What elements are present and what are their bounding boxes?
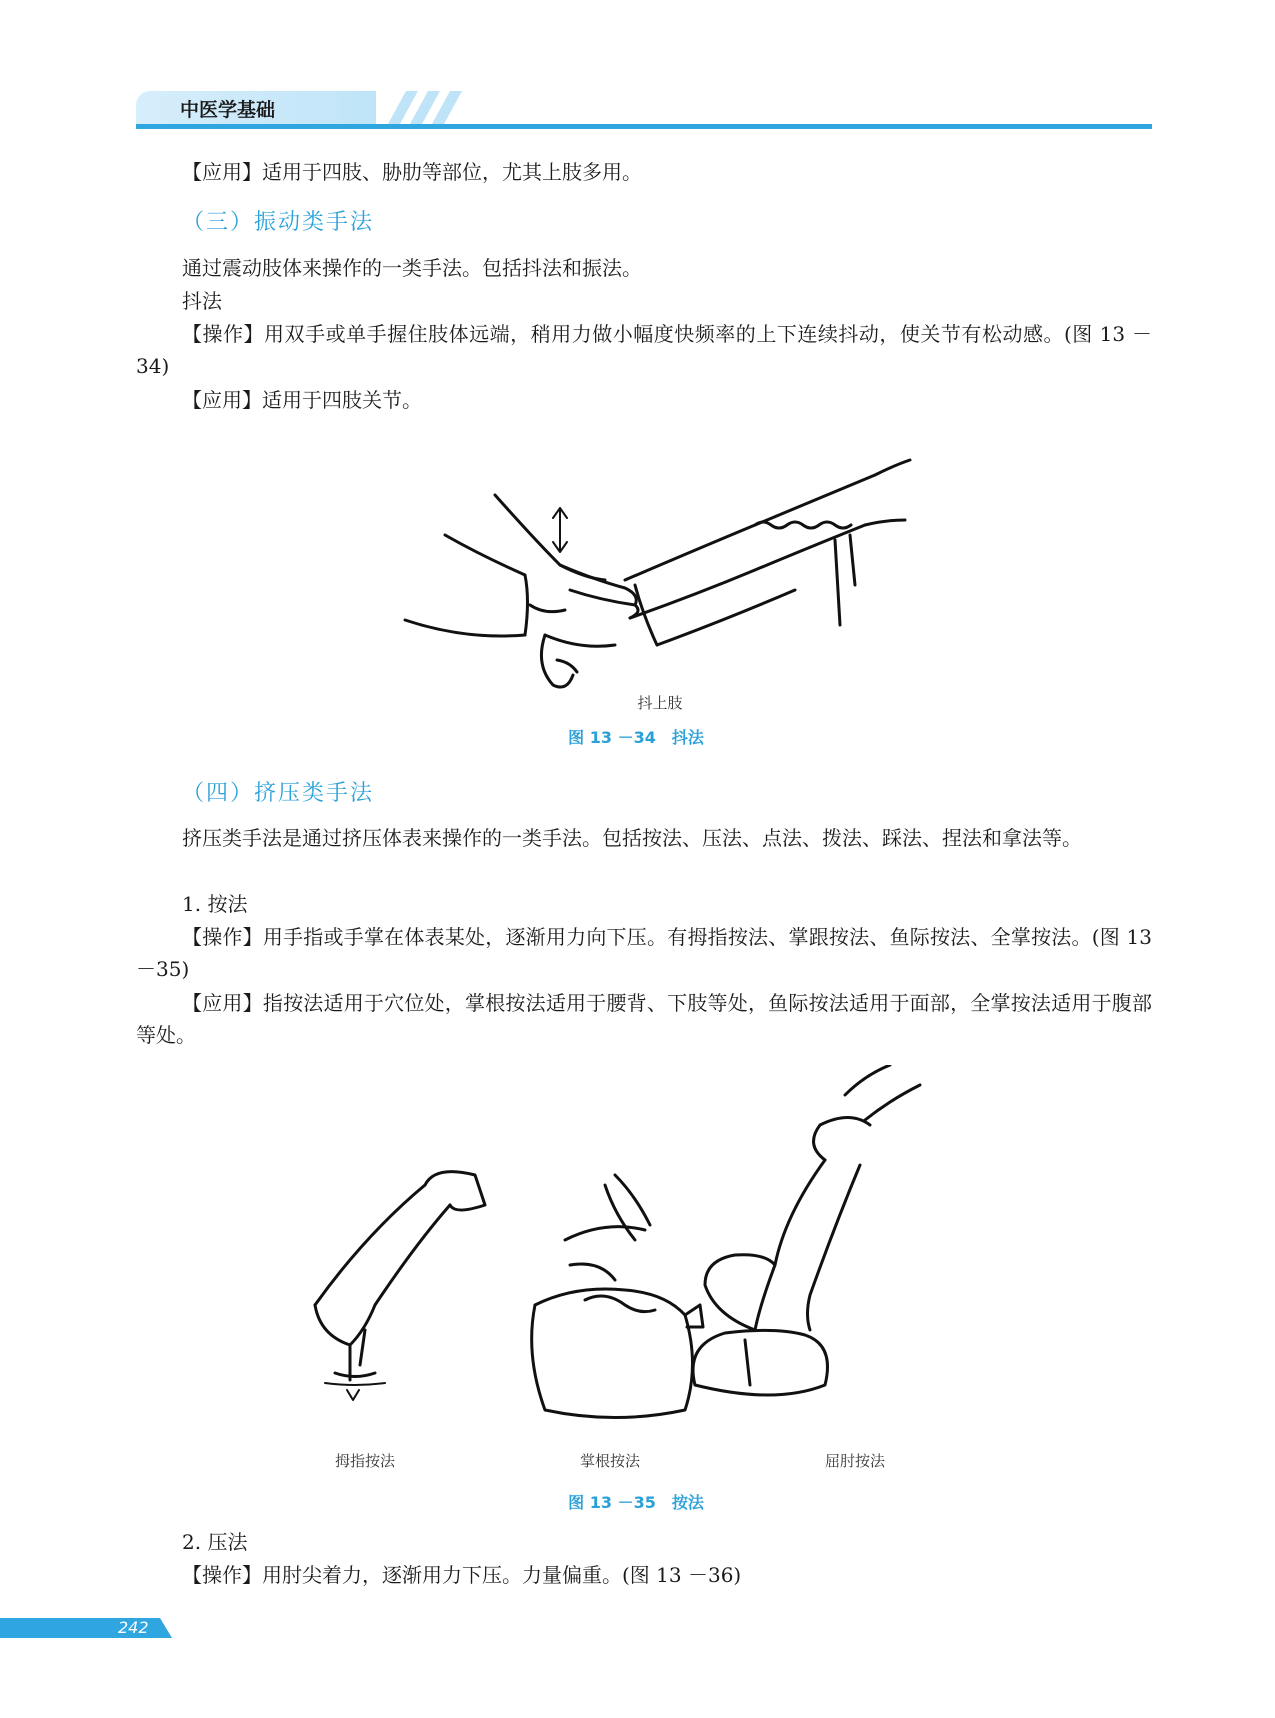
running-header [136, 91, 1152, 129]
paragraph-press-application: 【应用】指按法适用于穴位处，掌根按法适用于腰背、下肢等处，鱼际按法适用于面部，全掌按法适用于腹部等处。 [136, 991, 1152, 1047]
header-stripes-decoration [368, 91, 528, 124]
figure-sublabel-thumb-press: 拇指按法 [334, 1452, 395, 1470]
paragraph-pressure-method-title: 2. 压法 [182, 1530, 248, 1554]
figure-caption-13-35: 图 13 －35 按法 [568, 1493, 704, 1512]
paragraph-press-operation: 【操作】用手指或手掌在体表某处，逐渐用力向下压。有拇指按法、掌跟按法、鱼际按法、全掌按法。(图 13 －35) [136, 925, 1152, 981]
page-number: 242 [118, 1618, 149, 1637]
figure-sublabel-palm-root-press: 掌根按法 [579, 1452, 640, 1470]
book-title: 中医学基础 [180, 99, 276, 121]
figure-shake-upper-limb [395, 430, 915, 700]
paragraph-vibration-intro: 通过震动肢体来操作的一类手法。包括抖法和振法。 [182, 256, 642, 280]
figure-sublabel-shake-upper-limb: 抖上肢 [637, 694, 683, 712]
figure-sublabel-elbow-press: 屈肘按法 [824, 1452, 885, 1470]
paragraph-shake-application: 【应用】适用于四肢关节。 [182, 388, 422, 412]
paragraph-pressure-operation: 【操作】用肘尖着力，逐渐用力下压。力量偏重。(图 13 －36) [182, 1563, 742, 1587]
figure-press-methods [305, 1065, 990, 1445]
figure-caption-13-34: 图 13 －34 抖法 [568, 728, 704, 747]
section-heading-pressure: （四）挤压类手法 [182, 781, 375, 806]
footer-page-tab [0, 1618, 175, 1638]
paragraph-application-1: 【应用】适用于四肢、胁肋等部位，尤其上肢多用。 [182, 160, 642, 184]
paragraph-pressure-intro: 挤压类手法是通过挤压体表来操作的一类手法。包括按法、压法、点法、拨法、踩法、捏法和拿法等。 [182, 826, 1082, 850]
paragraph-shake-method-title: 抖法 [182, 289, 222, 313]
paragraph-shake-operation: 【操作】用双手或单手握住肢体远端，稍用力做小幅度快频率的上下连续抖动，使关节有松动感。(图 13 －34) [136, 322, 1152, 378]
section-heading-vibration: （三）振动类手法 [182, 210, 375, 235]
header-rule [136, 124, 1152, 129]
paragraph-press-method-title: 1. 按法 [182, 892, 248, 916]
